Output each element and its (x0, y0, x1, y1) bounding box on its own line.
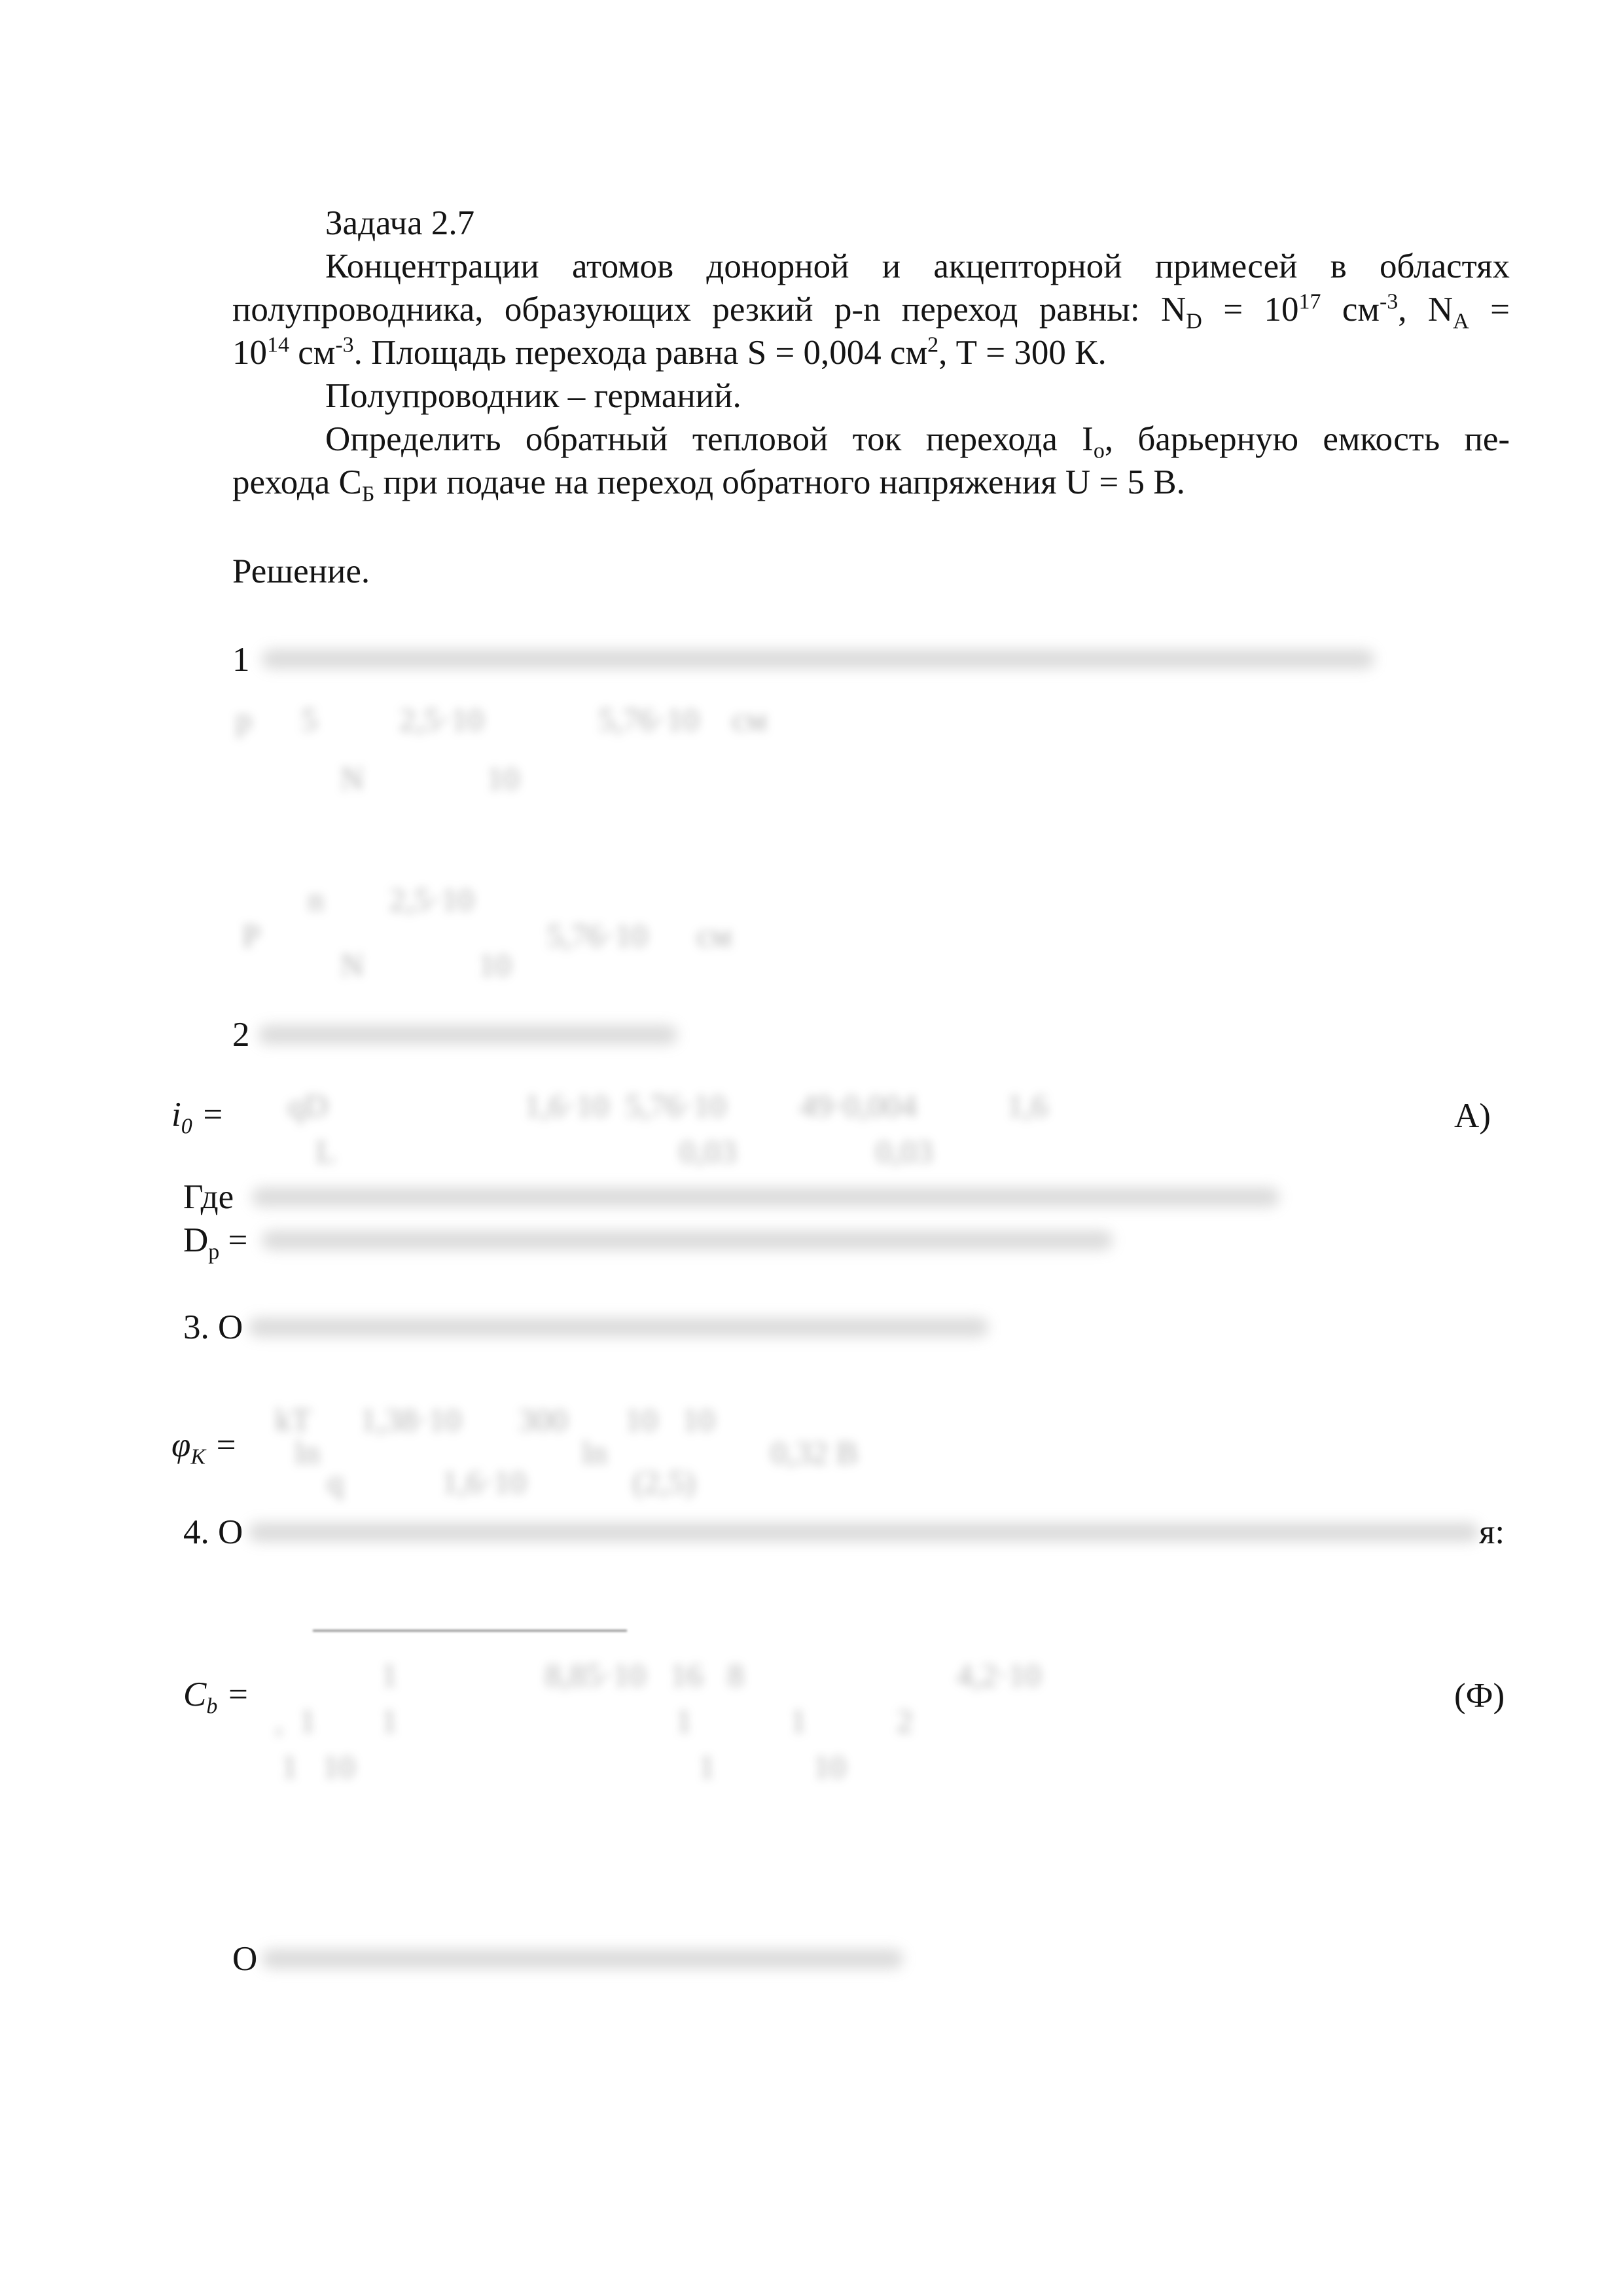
t6: 10 (232, 334, 267, 372)
io-sub: o (1093, 439, 1105, 463)
step-4-tail: я: (1479, 1513, 1505, 1551)
cb: C (183, 1676, 207, 1713)
task-question-line-2 (232, 461, 1185, 507)
i0-eq: = (192, 1096, 224, 1134)
formula-i0-unit: А) (1454, 1097, 1491, 1135)
step-4-number: 4. О (183, 1513, 243, 1551)
task-paragraph-line-3 (232, 331, 1107, 374)
step-2-text-blur (259, 1025, 677, 1045)
i0-sub: 0 (181, 1114, 192, 1139)
nd-sub: D (1186, 309, 1202, 334)
step-1-number: 1 (232, 641, 250, 679)
t10: Определить обратный тепловой ток перехода I (325, 420, 1094, 458)
phi: φ (171, 1426, 191, 1464)
formula-phi-blur: kT 1,38·10 300 10 10 (275, 1401, 715, 1438)
exp-3b: -3 (335, 332, 354, 357)
formula-cb-sqrt-bar (313, 1630, 627, 1632)
na-sub: A (1453, 309, 1469, 334)
dp-text-blur (262, 1230, 1113, 1250)
formula-pn-main-blur: P 5,76·10 см (242, 917, 732, 954)
solution-heading: Решение. (232, 552, 370, 590)
exp-3a: -3 (1379, 289, 1399, 314)
task-semiconductor: Полупроводник – германий. (325, 377, 741, 415)
step-4-text-blur (249, 1522, 1479, 1542)
task-question-line-1 (325, 418, 1510, 461)
cb-sub: Б (361, 482, 375, 507)
formula-np-blur: p 5 2,5·10 5,76·10 см (236, 701, 768, 738)
step-3-number: 3. О (183, 1308, 243, 1346)
formula-cb-label (183, 1673, 250, 1719)
formula-i0-denom-blur: L 0,03 0,03 (275, 1133, 933, 1170)
formula-cb-unit: (Ф) (1454, 1677, 1505, 1715)
t8: . Площадь перехода равна S = 0,004 см (353, 334, 928, 372)
where-text-blur (252, 1187, 1279, 1207)
dp: D (183, 1221, 209, 1259)
t13: при подаче на переход обратного напряжения U = 5 В. (374, 463, 1185, 501)
cb-eq: = (217, 1676, 250, 1713)
cb-sub: b (206, 1694, 218, 1719)
exp14: 14 (267, 332, 289, 357)
formula-cb-denom-blur: 1 10 1 10 (281, 1748, 846, 1785)
t5: = (1469, 291, 1510, 329)
t2: = 10 (1202, 291, 1299, 329)
t12: рехода C (232, 463, 362, 501)
answer-start: О (232, 1940, 258, 1978)
formula-i0-blur: qD 1,6·10 5,76·10 49·0,004 1,6 (255, 1087, 1048, 1124)
phi-sub: K (190, 1444, 206, 1469)
task-paragraph-line-1: Концентрации атомов донорной и акцепторной примесей в областях (325, 247, 1510, 285)
task-paragraph-line-2 (232, 288, 1510, 334)
task-title: Задача 2.7 (325, 204, 475, 242)
i0: i (171, 1096, 181, 1134)
dp-sub: p (208, 1240, 220, 1265)
t4: , N (1398, 291, 1454, 329)
formula-cb-mid-blur: , 1 1 1 1 2 (275, 1702, 913, 1739)
formula-i0-label (171, 1093, 224, 1139)
formula-np-denom-blur: N 10 (340, 760, 520, 797)
formula-cb-num-blur: 1 8,85·10 16 8 4,2·10 (275, 1657, 1041, 1693)
step-2-number: 2 (232, 1016, 250, 1054)
where-label: Где (183, 1178, 234, 1216)
t3: см (1321, 291, 1380, 329)
formula-pn-denom-blur: N 10 (340, 946, 512, 983)
formula-phi-denom-blur: q 1,6·10 (2,5) (294, 1463, 696, 1500)
t7: см (289, 334, 336, 372)
exp2: 2 (927, 332, 939, 357)
exp17: 17 (1298, 289, 1321, 314)
t1: полупроводника, образующих резкий p-n переход равны: N (232, 291, 1186, 329)
t11: , барьерную емкость пе- (1104, 420, 1510, 458)
t9: , Т = 300 К. (938, 334, 1107, 372)
dp-eq: = (219, 1221, 248, 1259)
step-3-text-blur (249, 1318, 988, 1337)
answer-text-blur (262, 1949, 903, 1969)
step-1-text-blur (262, 649, 1374, 669)
dp-label (183, 1219, 248, 1265)
formula-pn-blur: n 2,5·10 (242, 881, 474, 918)
phi-eq: = (205, 1426, 238, 1464)
formula-phi-label (171, 1424, 238, 1467)
formula-phi-mid-blur: ln ln 0,32 B (294, 1434, 859, 1471)
